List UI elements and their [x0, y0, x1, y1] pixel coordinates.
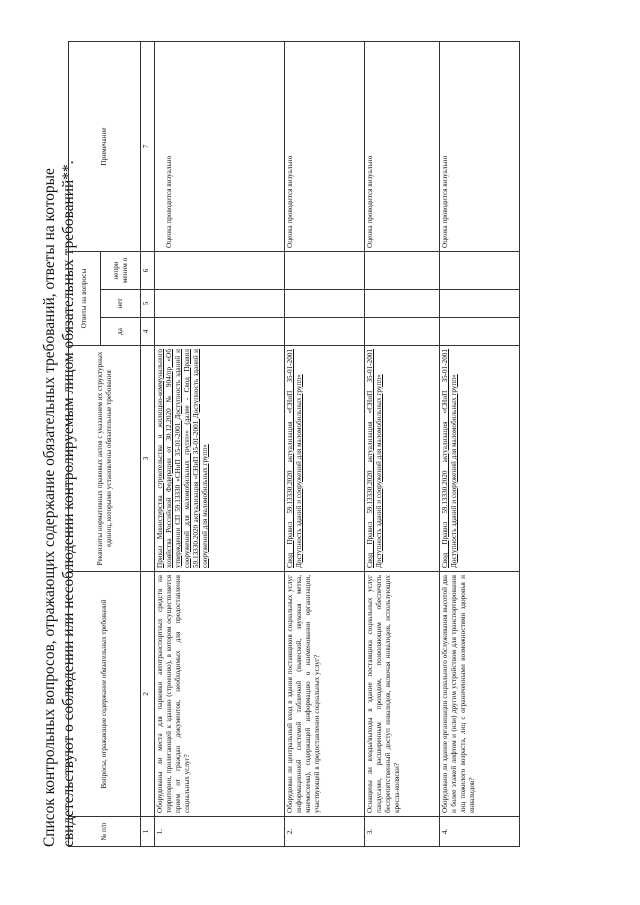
- row-number: 4.: [440, 817, 520, 847]
- answer-no-cell[interactable]: [155, 290, 285, 318]
- answer-na-cell[interactable]: [440, 252, 520, 290]
- column-number-row: [141, 42, 155, 847]
- answer-no-cell[interactable]: [285, 290, 365, 318]
- row-requisites: Свод Правил 59.13330.2020 актуализация «СНиП 35-01-2001 Доступность зданий и сооружений для маломобильных групп»: [285, 346, 365, 572]
- header-num: № п/п: [69, 817, 141, 847]
- answer-na-cell[interactable]: [155, 252, 285, 290]
- row-note: Оценка проводится визуально: [365, 42, 440, 252]
- col-number: 5: [141, 290, 155, 318]
- table-row: [155, 42, 285, 847]
- answer-yes-cell[interactable]: [285, 318, 365, 346]
- answer-na-cell[interactable]: [365, 252, 440, 290]
- checklist-table: [68, 41, 520, 847]
- table-row: [440, 42, 520, 847]
- table-row: [365, 42, 440, 847]
- title-line-2: свидетельствуют о соблюдении или несоблюдении контролируемым лицом обязательных требований**.: [60, 160, 77, 847]
- header-answers: Ответы на вопросы: [69, 252, 101, 346]
- row-requisites: Приказ Министерства строительства и жилищно-коммунального хозяйства Российской Федерации от 30.12.2020 № 904/пр «Об утверждении СП 59.13330 «СНиП 35-01-2001 Доступность зданий и сооружений для маломобильных групп»» (далее - Свод Правил 59.13330.2020 актуализация «СНиП 35-01-2001 Доступность зданий и сооружений для маломобильных групп»: [155, 346, 285, 572]
- header-note: Примечание: [69, 42, 141, 252]
- col-number: 3: [141, 346, 155, 572]
- row-question: Оборудовано ли здание организации социального обслуживания высотой два и более этажей лифтом и (или) другим устройством для транспортирования лиц пожилого возраста, лиц с ограниченными возможностями здоровья и инвалидов?: [440, 572, 520, 817]
- table-row: [285, 42, 365, 847]
- answer-na-cell[interactable]: [285, 252, 365, 290]
- row-question: Оснащены ли входы/выходы в здание поставщика социальных услуг пандусами, расширенным проходом, позволяющим обеспечить беспрепятственный доступ инвалидов, включая инвалидов, использующих кресла-коляски?: [365, 572, 440, 817]
- row-requisites: Свод Правил 59.13330.2020 актуализация «СНиП 35-01-2001 Доступность зданий и сооружений для маломобильных групп»: [440, 346, 520, 572]
- col-number: 4: [141, 318, 155, 346]
- answer-yes-cell[interactable]: [365, 318, 440, 346]
- header-requisites: Реквизиты нормативных правовых актов с указанием их структурных единиц, которыми установлены обязательные требования: [69, 346, 141, 572]
- row-question: Оборудован ли центральный вход в здания поставщиков социальных услуг информационной системой табличкой (вывеской, звуковая метка, мнемосхема), содержащей информацию о наименовании организации, участвующей в предоставлении социальных услуг?: [285, 572, 365, 817]
- col-number: 1: [141, 817, 155, 847]
- header-question: Вопросы, отражающие содержание обязательных требований: [69, 572, 141, 817]
- col-number: 6: [141, 252, 155, 290]
- row-question: Оборудованы ли места для парковки автотранспортных средств на территории, прилегающей к зданию (строению), в котором осуществляется прием от граждан документов, необходимых для предоставления социальных услуг?: [155, 572, 285, 817]
- col-number: 7: [141, 42, 155, 252]
- title-line-1: Список контрольных вопросов, отражающих содержание обязательных требований, ответы на которые: [41, 168, 58, 847]
- row-note: Оценка проводится визуально: [440, 42, 520, 252]
- answer-yes-cell[interactable]: [440, 318, 520, 346]
- row-number: 1.: [155, 817, 285, 847]
- header-no: нет: [101, 290, 141, 318]
- row-requisites: Свод Правил 59.13330.2020 актуализация «СНиП 35-01-2001 Доступность зданий и сооружений для маломобильных групп»: [365, 346, 440, 572]
- col-number: 2: [141, 572, 155, 817]
- answer-no-cell[interactable]: [440, 290, 520, 318]
- header-na: непри меним о: [101, 252, 141, 290]
- row-number: 3.: [365, 817, 440, 847]
- row-note: Оценка проводится визуально: [285, 42, 365, 252]
- answer-no-cell[interactable]: [365, 290, 440, 318]
- answer-yes-cell[interactable]: [155, 318, 285, 346]
- row-number: 2.: [285, 817, 365, 847]
- row-note: Оценка проводится визуально: [155, 42, 285, 252]
- header-yes: да: [101, 318, 141, 346]
